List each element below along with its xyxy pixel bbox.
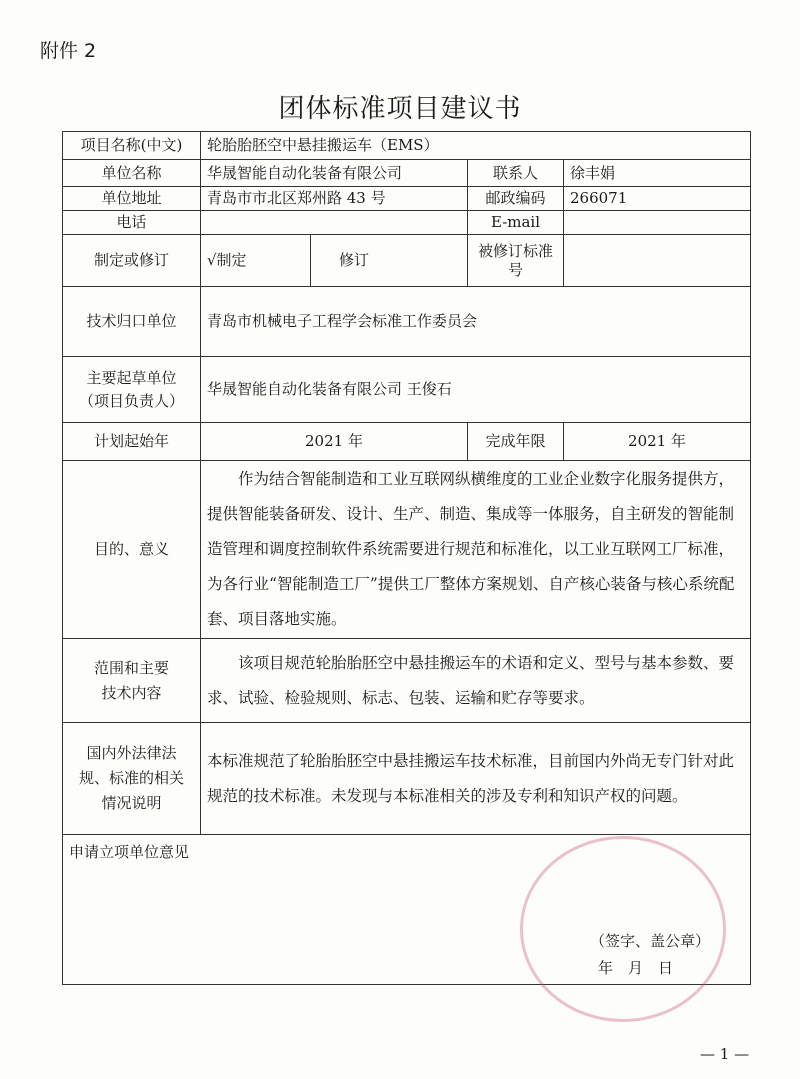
revised-std-label: 被修订标准号 (468, 235, 564, 287)
project-name-label: 项目名称(中文) (63, 132, 201, 160)
start-year-value: 2021 年 (201, 423, 468, 461)
tech-unit-label: 技术归口单位 (63, 287, 201, 357)
scope-label-line1: 范围和主要 (93, 658, 169, 677)
postcode-value: 266071 (564, 187, 751, 211)
unit-name-label: 单位名称 (63, 160, 201, 187)
date-line: 年 月 日 (598, 959, 674, 977)
law-text: 本标准规范了轮胎胎胚空中悬挂搬运车技术标准，目前国内外尚无专门针对此规范的技术标准。未发现与本标准相关的涉及专利和知识产权的问题。 (201, 723, 751, 835)
attachment-label: 附件 2 (40, 40, 97, 62)
unit-name-value: 华晟智能自动化装备有限公司 (201, 160, 468, 187)
end-year-value: 2021 年 (564, 423, 751, 461)
revise-label: 制定或修订 (63, 235, 201, 287)
row-unit (63, 160, 751, 187)
row-years (63, 423, 751, 461)
law-label (63, 723, 201, 835)
row-tech-unit (63, 287, 751, 357)
address-label: 单位地址 (63, 187, 201, 211)
opinion-label: 申请立项单位意见 (69, 843, 190, 861)
postcode-label: 邮政编码 (468, 187, 564, 211)
proposal-form-table (62, 131, 751, 985)
purpose-label: 目的、意义 (63, 461, 201, 639)
law-label-line1: 国内外法律法 (86, 744, 177, 763)
address-value: 青岛市市北区郑州路 43 号 (201, 187, 468, 211)
drafter-label-line1: 主要起草单位 (86, 368, 177, 387)
row-law (63, 723, 751, 835)
page-number: — 1 — (700, 1045, 750, 1063)
row-phone (63, 211, 751, 235)
law-label-line3: 情况说明 (101, 793, 162, 812)
email-label: E-mail (468, 211, 564, 235)
purpose-text: 作为结合智能制造和工业互联网纵横维度的工业企业数字化服务提供方，提供智能装备研发、设计、生产、制造、集成等一体服务，自主研发的智能制造管理和调度控制软件系统需要进行规范和标准化，以工业互联网工厂标准，为各行业“智能制造工厂”提供工厂整体方案规划、自产核心装备与核心系统配套、项目落地实施。 (201, 461, 751, 639)
start-year-label: 计划起始年 (63, 423, 201, 461)
scope-text: 该项目规范轮胎胎胚空中悬挂搬运车的术语和定义、型号与基本参数、要求、试验、检验规则、标志、包装、运输和贮存等要求。 (201, 639, 751, 723)
phone-value (201, 211, 468, 235)
project-name-value: 轮胎胎胚空中悬挂搬运车（EMS） (201, 132, 751, 160)
document-title: 团体标准项目建议书 (278, 94, 522, 124)
contact-value: 徐丰娟 (564, 160, 751, 187)
row-revise (63, 235, 751, 287)
signature-note: （签字、盖公章） (590, 932, 711, 950)
email-value (564, 211, 751, 235)
drafter-label-line2: （项目负责人） (78, 391, 184, 410)
scope-label (63, 639, 201, 723)
revised-std-value (564, 235, 751, 287)
row-purpose (63, 461, 751, 639)
end-year-label: 完成年限 (468, 423, 564, 461)
formulate-option: √制定 (201, 235, 311, 287)
phone-label: 电话 (63, 211, 201, 235)
row-scope (63, 639, 751, 723)
law-label-line2: 规、标准的相关 (78, 769, 184, 788)
drafter-label (63, 357, 201, 423)
row-address (63, 187, 751, 211)
scope-label-line2: 技术内容 (101, 683, 162, 702)
row-project-name (63, 132, 751, 160)
row-drafter (63, 357, 751, 423)
contact-label: 联系人 (468, 160, 564, 187)
revise-option: 修订 (311, 235, 468, 287)
tech-unit-value: 青岛市机械电子工程学会标准工作委员会 (201, 287, 751, 357)
drafter-value: 华晟智能自动化装备有限公司 王俊石 (201, 357, 751, 423)
